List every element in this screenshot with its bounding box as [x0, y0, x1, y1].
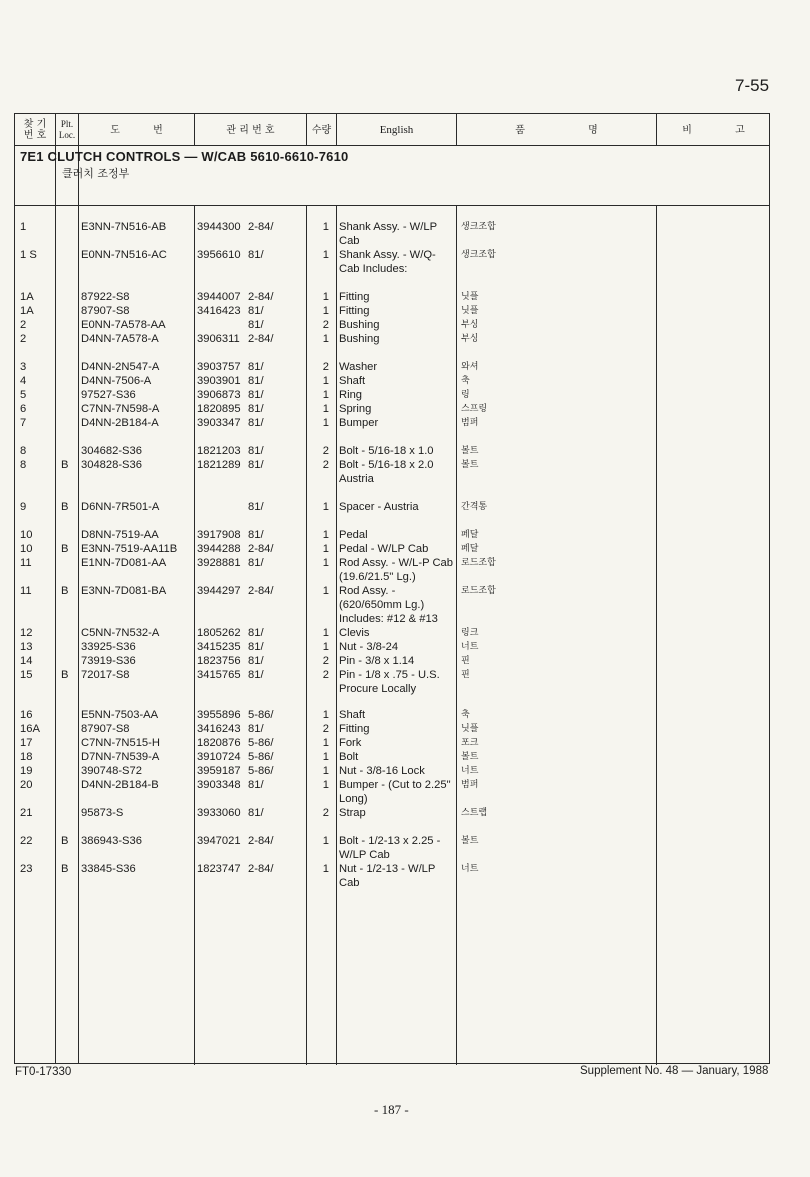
cell-qty: 1: [322, 765, 329, 777]
cell-qty: 2: [322, 807, 329, 819]
header-korean-name: 품 명: [515, 124, 598, 136]
cell-part: 73919-S36: [81, 655, 136, 667]
cell-part: D7NN-7N539-A: [81, 751, 160, 763]
cell-ref: 9: [20, 501, 27, 513]
cell-ref: 11: [20, 585, 32, 597]
cell-part: E3NN-7N516-AB: [81, 221, 167, 233]
cell-qty: 1: [322, 249, 329, 261]
cell-qty: 1: [322, 557, 329, 569]
cell-kr: 로드조합: [461, 586, 496, 596]
cell-qty: 1: [322, 737, 329, 749]
cell-date: 2-84/: [248, 333, 274, 345]
page-number: 7-55: [735, 76, 770, 95]
cell-qty: 1: [322, 375, 329, 387]
cell-ref: 1A: [20, 291, 34, 303]
cell-mgmt: 3944007: [197, 291, 241, 303]
cell-date: 81/: [248, 361, 264, 373]
col-rule: [55, 114, 56, 1063]
cell-mgmt: 3415235: [197, 641, 241, 653]
cell-desc: Pin - 1/8 x .75 - U.S. Procure Locally: [339, 669, 440, 695]
cell-kr: 로드조합: [461, 558, 496, 568]
cell-part: E1NN-7D081-AA: [81, 557, 167, 569]
cell-part: 87907-S8: [81, 723, 130, 735]
cell-date: 2-84/: [248, 543, 274, 555]
cell-ref: 19: [20, 765, 33, 777]
cell-kr: 페달: [461, 544, 479, 554]
cell-mgmt: 1821203: [197, 445, 241, 457]
cell-desc: Strap: [339, 807, 366, 819]
cell-mgmt: 3415765: [197, 669, 241, 681]
cell-kr: 너트: [461, 642, 479, 652]
cell-mgmt: 3928881: [197, 557, 241, 569]
cell-mgmt: 3944300: [197, 221, 241, 233]
cell-desc: Bolt - 1/2-13 x 2.25 - W/LP Cab: [339, 835, 441, 861]
cell-desc: Fitting: [339, 291, 370, 303]
cell-qty: 1: [322, 585, 329, 597]
col-rule: [456, 206, 457, 1065]
cell-plt: B: [61, 863, 69, 875]
cell-date: 81/: [248, 529, 264, 541]
cell-date: 81/: [248, 807, 264, 819]
cell-qty: 1: [322, 641, 329, 653]
cell-ref: 13: [20, 641, 33, 653]
cell-ref: 3: [20, 361, 27, 373]
cell-part: 72017-S8: [81, 669, 130, 681]
cell-qty: 2: [322, 459, 329, 471]
cell-kr: 볼트: [461, 460, 479, 470]
cell-ref: 2: [20, 333, 27, 345]
cell-date: 81/: [248, 305, 264, 317]
cell-mgmt: 3959187: [197, 765, 241, 777]
cell-part: C5NN-7N532-A: [81, 627, 160, 639]
cell-date: 81/: [248, 417, 264, 429]
cell-date: 81/: [248, 655, 264, 667]
cell-part: 33925-S36: [81, 641, 136, 653]
cell-date: 81/: [248, 669, 264, 681]
cell-date: 81/: [248, 779, 264, 791]
cell-mgmt: 3947021: [197, 835, 241, 847]
cell-date: 81/: [248, 319, 264, 331]
cell-ref: 16: [20, 709, 33, 721]
cell-part: 97527-S36: [81, 389, 136, 401]
cell-part: D4NN-2B184-A: [81, 417, 159, 429]
cell-mgmt: 1820895: [197, 403, 241, 415]
cell-part: D6NN-7R501-A: [81, 501, 160, 513]
cell-mgmt: 3903348: [197, 779, 241, 791]
cell-kr: 닛플: [461, 306, 479, 316]
cell-kr: 부싱: [461, 320, 479, 330]
cell-desc: Shaft: [339, 709, 366, 721]
cell-desc: Rod Assy. - (620/650mm Lg.) Includes: #12 & #13: [339, 585, 438, 625]
cell-qty: 1: [322, 417, 329, 429]
cell-date: 2-84/: [248, 291, 274, 303]
cell-ref: 16A: [20, 723, 40, 735]
cell-kr: 닛플: [461, 292, 479, 302]
cell-qty: 1: [322, 709, 329, 721]
cell-qty: 1: [322, 751, 329, 763]
cell-desc: Bumper: [339, 417, 379, 429]
cell-ref: 21: [20, 807, 33, 819]
cell-mgmt: 3903901: [197, 375, 241, 387]
footer-doc-code: FT0-17330: [15, 1066, 72, 1078]
col-rule: [336, 206, 337, 1065]
cell-ref: 14: [20, 655, 33, 667]
cell-qty: 2: [322, 361, 329, 373]
cell-date: 81/: [248, 641, 264, 653]
col-rule: [194, 206, 195, 1065]
col-rule: [78, 114, 79, 1063]
cell-kr: 범퍼: [461, 780, 479, 790]
cell-date: 81/: [248, 557, 264, 569]
cell-kr: 너트: [461, 864, 479, 874]
cell-kr: 생크조합: [461, 222, 496, 232]
col-rule: [306, 206, 307, 1065]
cell-kr: 페달: [461, 530, 479, 540]
cell-ref: 2: [20, 319, 27, 331]
cell-desc: Nut - 3/8-24: [339, 641, 399, 653]
cell-date: 2-84/: [248, 863, 274, 875]
cell-ref: 18: [20, 751, 33, 763]
cell-date: 81/: [248, 445, 264, 457]
cell-desc: Shank Assy. - W/Q-Cab Includes:: [339, 249, 436, 275]
cell-mgmt: 3944297: [197, 585, 241, 597]
header-remarks: 비 고: [682, 124, 745, 136]
cell-kr: 볼트: [461, 836, 479, 846]
cell-desc: Spacer - Austria: [339, 501, 419, 513]
cell-part: D4NN-2B184-B: [81, 779, 159, 791]
cell-qty: 1: [322, 501, 329, 513]
col-rule: [656, 206, 657, 1065]
cell-desc: Bolt - 5/16-18 x 2.0 Austria: [339, 459, 434, 485]
header-mgmt-no: 관 리 번 호: [226, 124, 275, 136]
cell-qty: 1: [322, 863, 329, 875]
cell-qty: 1: [322, 333, 329, 345]
cell-desc: Nut - 1/2-13 - W/LP Cab: [339, 863, 436, 889]
cell-ref: 10: [20, 543, 33, 555]
cell-ref: 12: [20, 627, 33, 639]
cell-part: 386943-S36: [81, 835, 142, 847]
cell-desc: Rod Assy. - W/L-P Cab (19.6/21.5" Lg.): [339, 557, 453, 583]
cell-part: E0NN-7N516-AC: [81, 249, 167, 261]
cell-kr: 생크조합: [461, 250, 496, 260]
cell-desc: Fitting: [339, 723, 370, 735]
cell-part: E0NN-7A578-AA: [81, 319, 166, 331]
cell-part: 390748-S72: [81, 765, 142, 777]
cell-desc: Fitting: [339, 305, 370, 317]
cell-ref: 8: [20, 445, 27, 457]
cell-plt: B: [61, 669, 69, 681]
cell-plt: B: [61, 459, 69, 471]
cell-desc: Pedal: [339, 529, 368, 541]
cell-part: C7NN-7N515-H: [81, 737, 160, 749]
cell-desc: Bushing: [339, 319, 380, 331]
cell-qty: 1: [322, 389, 329, 401]
cell-part: 304828-S36: [81, 459, 142, 471]
cell-date: 81/: [248, 375, 264, 387]
cell-kr: 링크: [461, 628, 479, 638]
cell-desc: Pin - 3/8 x 1.14: [339, 655, 415, 667]
cell-ref: 15: [20, 669, 33, 681]
cell-mgmt: 3944288: [197, 543, 241, 555]
cell-kr: 축: [461, 376, 470, 386]
cell-mgmt: 3416423: [197, 305, 241, 317]
cell-part: E5NN-7503-AA: [81, 709, 159, 721]
cell-desc: Spring: [339, 403, 372, 415]
cell-ref: 1 S: [20, 249, 37, 261]
cell-qty: 2: [322, 669, 329, 681]
cell-part: E3NN-7D081-BA: [81, 585, 167, 597]
cell-desc: Bumper - (Cut to 2.25" Long): [339, 779, 451, 805]
cell-date: 2-84/: [248, 835, 274, 847]
cell-qty: 2: [322, 445, 329, 457]
cell-qty: 1: [322, 779, 329, 791]
cell-part: C7NN-7N598-A: [81, 403, 160, 415]
cell-date: 5-86/: [248, 709, 274, 721]
cell-kr: 간격통: [461, 502, 488, 512]
cell-mgmt: 3955896: [197, 709, 241, 721]
cell-qty: 1: [322, 291, 329, 303]
footer-supplement: Supplement No. 48 — January, 1988: [580, 1065, 769, 1077]
cell-ref: 7: [20, 417, 27, 429]
cell-mgmt: 3910724: [197, 751, 241, 763]
cell-part: 87907-S8: [81, 305, 130, 317]
cell-date: 81/: [248, 389, 264, 401]
cell-kr: 핀: [461, 656, 470, 666]
header-ref-no: 찾 기 번 호: [23, 119, 47, 141]
cell-kr: 너트: [461, 766, 479, 776]
cell-ref: 17: [20, 737, 33, 749]
cell-mgmt: 3956610: [197, 249, 241, 261]
cell-mgmt: 3906311: [197, 333, 240, 345]
cell-part: 95873-S: [81, 807, 124, 819]
cell-date: 81/: [248, 403, 264, 415]
cell-part: D4NN-7A578-A: [81, 333, 159, 345]
cell-kr: 닛플: [461, 724, 479, 734]
cell-mgmt: 1820876: [197, 737, 241, 749]
cell-ref: 4: [20, 375, 27, 387]
cell-part: E3NN-7519-AA11B: [81, 543, 178, 555]
cell-ref: 23: [20, 863, 33, 875]
cell-date: 81/: [248, 459, 264, 471]
cell-mgmt: 3933060: [197, 807, 241, 819]
cell-date: 5-86/: [248, 765, 274, 777]
section-subtitle: 클러치 조정부: [62, 167, 130, 180]
cell-part: D4NN-2N547-A: [81, 361, 160, 373]
cell-kr: 와셔: [461, 362, 479, 372]
cell-desc: Fork: [339, 737, 362, 749]
cell-part: D8NN-7519-AA: [81, 529, 159, 541]
cell-desc: Bolt - 5/16-18 x 1.0: [339, 445, 434, 457]
cell-date: 5-86/: [248, 751, 274, 763]
cell-plt: B: [61, 585, 69, 597]
cell-kr: 스트랩: [461, 808, 488, 818]
cell-qty: 2: [322, 655, 329, 667]
header-plt-loc: Plt. Loc.: [58, 119, 76, 140]
cell-desc: Bushing: [339, 333, 380, 345]
cell-date: 81/: [248, 249, 264, 261]
cell-ref: 8: [20, 459, 27, 471]
cell-desc: Pedal - W/LP Cab: [339, 543, 429, 555]
cell-mgmt: 3906873: [197, 389, 241, 401]
cell-date: 81/: [248, 627, 264, 639]
parts-table: [14, 113, 770, 1064]
cell-ref: 1A: [20, 305, 34, 317]
cell-plt: B: [61, 501, 69, 513]
cell-desc: Ring: [339, 389, 363, 401]
header-drawing-no: 도 번: [110, 124, 163, 136]
cell-mgmt: 1805262: [197, 627, 241, 639]
cell-kr: 링: [461, 390, 470, 400]
cell-plt: B: [61, 835, 69, 847]
cell-mgmt: 1821289: [197, 459, 241, 471]
cell-qty: 1: [322, 529, 329, 541]
cell-ref: 22: [20, 835, 33, 847]
footer-page-number: - 187 -: [374, 1102, 409, 1117]
cell-part: 304682-S36: [81, 445, 142, 457]
cell-date: 5-86/: [248, 737, 274, 749]
cell-qty: 1: [322, 543, 329, 555]
section-title: 7E1 CLUTCH CONTROLS — W/CAB 5610-6610-7610: [20, 149, 349, 164]
cell-desc: Clevis: [339, 627, 370, 639]
cell-part: 33845-S36: [81, 863, 136, 875]
cell-kr: 볼트: [461, 752, 479, 762]
cell-qty: 2: [322, 319, 329, 331]
cell-mgmt: 1823747: [197, 863, 241, 875]
cell-desc: Shaft: [339, 375, 366, 387]
cell-date: 2-84/: [248, 221, 274, 233]
cell-mgmt: 3917908: [197, 529, 241, 541]
cell-mgmt: 3903757: [197, 361, 241, 373]
cell-kr: 부싱: [461, 334, 479, 344]
cell-ref: 1: [20, 221, 27, 233]
header-qty: 수량: [311, 124, 332, 136]
cell-desc: Bolt: [339, 751, 359, 763]
cell-kr: 핀: [461, 670, 470, 680]
cell-plt: B: [61, 543, 69, 555]
cell-qty: 2: [322, 723, 329, 735]
cell-ref: 10: [20, 529, 33, 541]
cell-desc: Nut - 3/8-16 Lock: [339, 765, 425, 777]
cell-kr: 축: [461, 710, 470, 720]
cell-kr: 범퍼: [461, 418, 479, 428]
cell-kr: 포크: [461, 738, 479, 748]
cell-ref: 11: [20, 557, 32, 569]
cell-ref: 5: [20, 389, 27, 401]
cell-part: D4NN-7506-A: [81, 375, 152, 387]
cell-kr: 볼트: [461, 446, 479, 456]
cell-qty: 1: [322, 403, 329, 415]
section-rule: [15, 205, 769, 206]
cell-mgmt: 1823756: [197, 655, 241, 667]
cell-mgmt: 3903347: [197, 417, 241, 429]
cell-qty: 1: [322, 221, 329, 233]
cell-ref: 6: [20, 403, 27, 415]
header-english: English: [379, 123, 414, 136]
cell-desc: Washer: [339, 361, 378, 373]
cell-date: 2-84/: [248, 585, 274, 597]
cell-desc: Shank Assy. - W/LP Cab: [339, 221, 437, 247]
cell-mgmt: 3416243: [197, 723, 241, 735]
cell-part: 87922-S8: [81, 291, 130, 303]
cell-kr: 스프링: [461, 404, 488, 414]
cell-qty: 1: [322, 305, 329, 317]
cell-date: 81/: [248, 501, 264, 513]
cell-ref: 20: [20, 779, 33, 791]
cell-qty: 1: [322, 627, 329, 639]
cell-date: 81/: [248, 723, 264, 735]
cell-qty: 1: [322, 835, 329, 847]
